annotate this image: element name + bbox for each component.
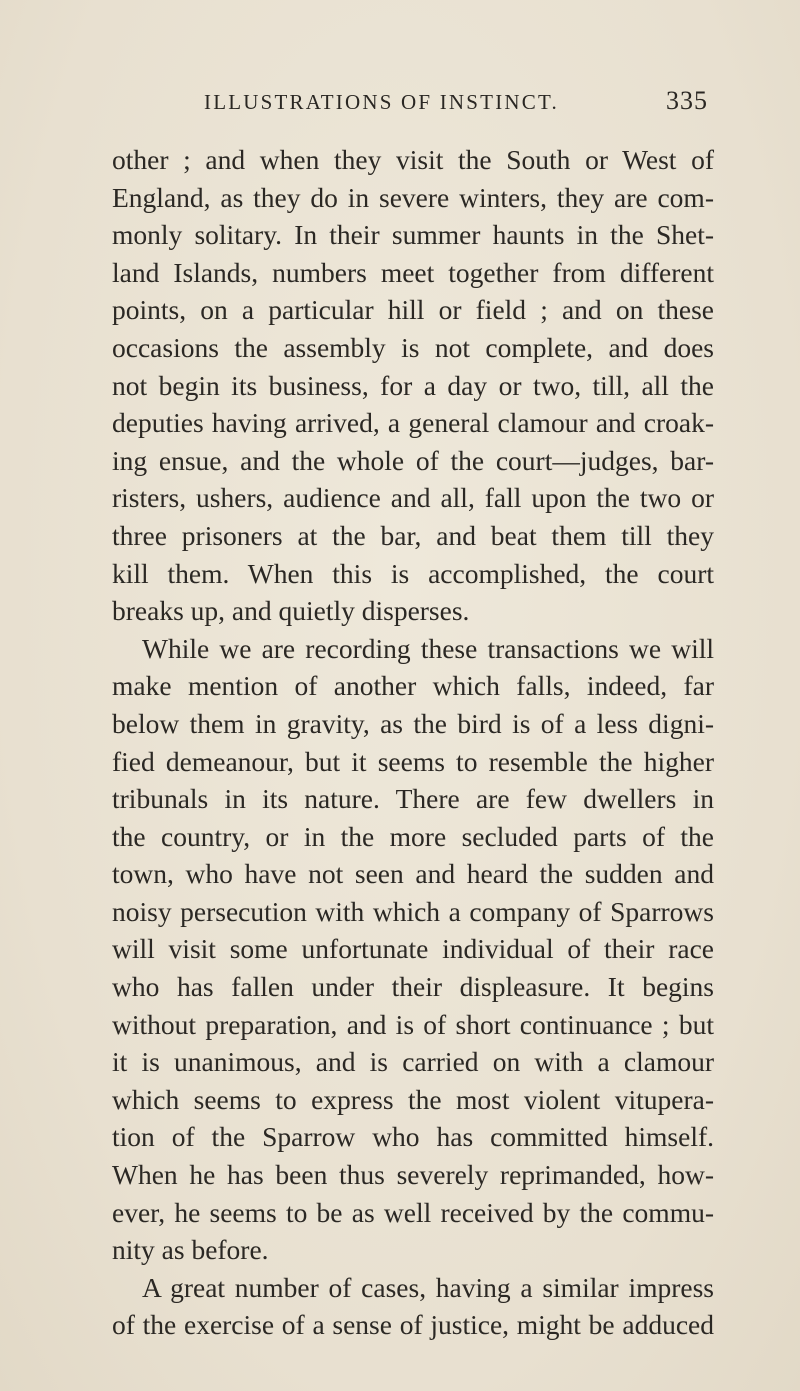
text-line: monly solitary. In their summer haunts in the Shet- xyxy=(112,219,714,251)
text-line: While we are recording these transactions we will xyxy=(142,632,714,664)
text-line: deputies having arrived, a general clamour and croak- xyxy=(112,407,714,439)
text-line: other ; and when they visit the South or West of xyxy=(112,144,714,175)
text-line: tion of the Sparrow who has committed himself. xyxy=(112,1121,714,1153)
text-line: kill them. When this is accomplished, the court xyxy=(112,557,714,589)
text-line: three prisoners at the bar, and beat them till they xyxy=(112,519,714,551)
text-line: who has fallen under their displeasure. It begins xyxy=(112,971,714,1003)
running-head xyxy=(112,88,714,118)
text-line: it is unanimous, and is carried on with a clamour xyxy=(112,1046,714,1078)
text-line: town, who have not seen and heard the sudden and xyxy=(112,858,714,890)
text-line: England, as they do in severe winters, they are com- xyxy=(112,181,714,213)
text-line: the country, or in the more secluded parts of the xyxy=(112,820,714,852)
text-line: tribunals in its nature. There are few dwellers in xyxy=(112,783,714,815)
text-line: will visit some unfortunate individual of their race xyxy=(112,933,714,965)
text-line: without preparation, and is of short continuance ; but xyxy=(112,1008,714,1040)
running-title: ILLUSTRATIONS OF INSTINCT. xyxy=(204,90,559,114)
text-line: not begin its business, for a day or two, till, all the xyxy=(112,369,714,401)
text-line: breaks up, and quietly disperses. xyxy=(112,595,470,627)
text-line: fied demeanour, but it seems to resemble the higher xyxy=(112,745,714,777)
text-line: When he has been thus severely reprimanded, how- xyxy=(112,1159,714,1191)
text-line: of the exercise of a sense of justice, might be adduced xyxy=(112,1309,714,1341)
text-line: A great number of cases, having a similar impress xyxy=(142,1271,714,1303)
text-line: points, on a particular hill or field ; and on these xyxy=(112,294,714,326)
text-line: nity as before. xyxy=(112,1234,269,1266)
body-text xyxy=(112,141,714,1344)
text-line: ing ensue, and the whole of the court—judges, bar- xyxy=(112,444,714,476)
text-line: make mention of another which falls, indeed, far xyxy=(112,670,714,702)
text-line: which seems to express the most violent vitupera- xyxy=(112,1083,714,1115)
text-line: ever, he seems to be as well received by the commu- xyxy=(112,1196,714,1228)
text-line: below them in gravity, as the bird is of a less digni- xyxy=(112,707,714,739)
page-number: 335 xyxy=(666,86,708,115)
text-line: risters, ushers, audience and all, fall upon the two or xyxy=(112,482,714,514)
text-line: noisy persecution with which a company of Sparrows xyxy=(112,895,714,927)
text-line: land Islands, numbers meet together from different xyxy=(112,256,714,288)
text-line: occasions the assembly is not complete, and does xyxy=(112,331,714,363)
